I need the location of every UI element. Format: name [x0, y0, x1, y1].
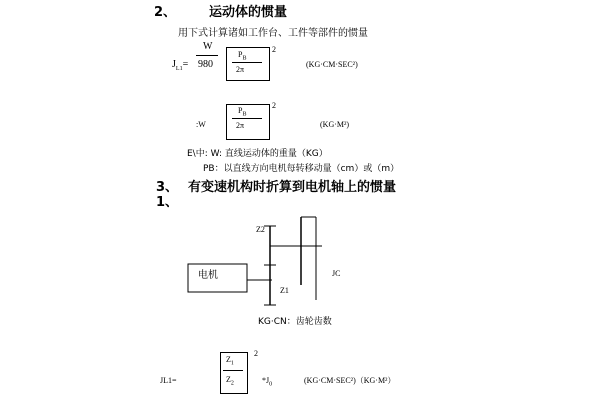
intro-text: 用下式计算诸如工作台、工件等部件的惯量 [178, 28, 368, 39]
eq2-two-pi: 2π [236, 121, 245, 130]
eq1-denominator: 980 [198, 59, 213, 70]
diagram-caption: KG·CN：齿轮齿数 [258, 317, 332, 327]
z2-label: Z2 [256, 225, 265, 234]
eq3-unit: (KG·CM·SEC²)（KG·M²） [304, 376, 396, 385]
eq3-z2: $Z_2$ [226, 375, 234, 387]
eq2-pb: $P_B$ [238, 106, 247, 118]
section3-title: 有变速机构时折算到电机轴上的惯量 [188, 180, 397, 195]
section3-sub-number: 1、 [156, 195, 179, 210]
eq3-lhs: JL1= [160, 376, 177, 385]
eq3-fraction-bar [223, 370, 243, 371]
eq1-exponent: 2 [272, 45, 276, 54]
section3-number: 3、 [156, 180, 179, 195]
pb-definition-text: PB：以直线方向电机每转移动量（cm）或（m） [203, 164, 400, 174]
j-label: JC [332, 269, 341, 278]
eq1-unit: (KG·CM·SEC²) [306, 60, 358, 69]
eq1-pb: $P_B$ [238, 50, 247, 62]
eq3-exponent: 2 [254, 349, 258, 358]
eq1-weight: W [203, 41, 213, 52]
z1-label: Z1 [280, 286, 289, 295]
eq3-times-j0: $*J_0$ [262, 376, 273, 388]
section-number: 2、 [154, 5, 177, 20]
where-weight-text: E\中: W: 直线运动体的重量（KG） [187, 149, 328, 159]
eq2-unit: (KG·M²) [320, 120, 350, 129]
eq3-bracket [220, 352, 248, 394]
motor-label: 电机 [198, 270, 218, 281]
section-title: 运动体的惯量 [209, 5, 288, 20]
eq3-z1: $Z_1$ [226, 355, 234, 367]
eq1-two-pi: 2π [236, 65, 245, 74]
eq2-lhs: :W [196, 120, 206, 129]
eq1-lhs: $J_{L1}=$ [172, 59, 189, 72]
eq2-exponent: 2 [272, 101, 276, 110]
